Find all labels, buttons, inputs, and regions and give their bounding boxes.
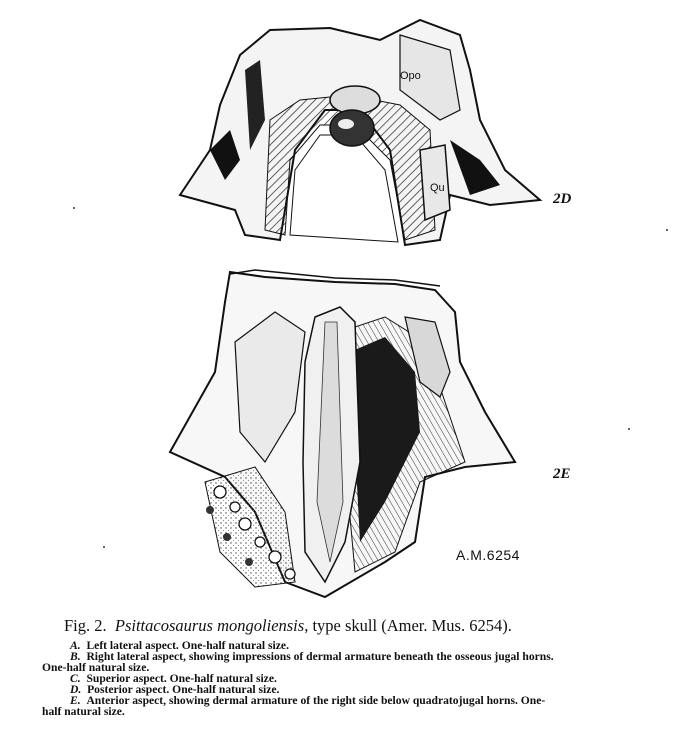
panel-tag-2d: 2D bbox=[553, 191, 572, 207]
print-speck bbox=[103, 546, 105, 548]
panel-tag-2e: 2E bbox=[553, 466, 571, 482]
figure-caption bbox=[42, 616, 672, 717]
caption-item: half natural size. bbox=[42, 705, 125, 718]
print-speck bbox=[73, 207, 75, 209]
caption-item: One-half natural size. bbox=[42, 661, 150, 674]
fig-number: Fig. 2. bbox=[64, 616, 107, 635]
caption-item: C. Superior aspect. One-half natural size. bbox=[70, 672, 277, 685]
print-speck bbox=[666, 229, 668, 231]
caption-item: A. Left lateral aspect. One-half natural size. bbox=[70, 639, 289, 652]
label-opo: Opo bbox=[400, 70, 421, 82]
caption-title bbox=[64, 616, 672, 636]
print-speck bbox=[628, 428, 630, 430]
label-qu: Qu bbox=[430, 182, 445, 194]
taxon-name: Psittacosaurus mongoliensis bbox=[114, 616, 305, 635]
caption-item: B. Right lateral aspect, showing impressions of dermal armature beneath the osseous jugal horns. bbox=[70, 650, 554, 663]
skull-posterior-illustration bbox=[150, 10, 570, 250]
caption-item: D. Posterior aspect. One-half natural size. bbox=[70, 683, 280, 696]
caption-item: E. Anterior aspect, showing dermal armature of the right side below quadratojugal horns. One- bbox=[70, 694, 546, 707]
caption-rest: , type skull (Amer. Mus. 6254). bbox=[304, 616, 512, 635]
specimen-number: A.M.6254 bbox=[456, 547, 520, 563]
